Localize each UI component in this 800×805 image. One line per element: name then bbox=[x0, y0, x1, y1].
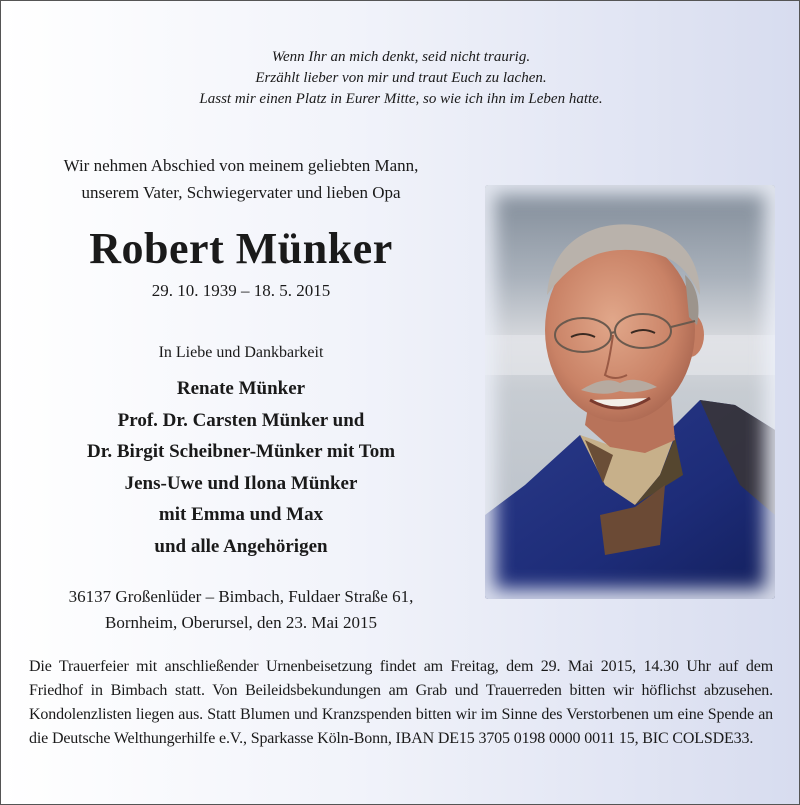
intro-line: Wir nehmen Abschied von meinem geliebten Mann, bbox=[63, 156, 419, 175]
portrait-illustration bbox=[485, 185, 775, 599]
address-line: 36137 Großenlüder – Bimbach, Fuldaer Straße 61, bbox=[68, 587, 414, 606]
family-line: Dr. Birgit Scheibner-Münker mit Tom bbox=[86, 441, 396, 462]
ceremony-notice: Die Trauerfeier mit anschließender Urnenbeisetzung findet am Freitag, dem 29. Mai 2015, 14.30 Uhr auf dem Friedhof in Bimbach statt. Von Beileidsbekundungen am Grab und Trauerreden bitten wir höflichst abzusehen. Kondolenzlisten liegen aus. Statt Blumen und Kranzspenden bitten wir im Sinne des Verstorbenen um eine Spende an die Deutsche Welthungerhilfe e.V., Sparkasse Köln-Bonn, IBAN DE15 3705 0198 0000 0011 15, BIC COLSDE33. bbox=[29, 658, 773, 747]
family-line: Jens-Uwe und Ilona Münker bbox=[124, 472, 358, 494]
poem-line: Wenn Ihr an mich denkt, seid nicht traurig. bbox=[271, 49, 531, 65]
life-dates: 29. 10. 1939 – 18. 5. 2015 bbox=[151, 281, 331, 300]
intro-line: unserem Vater, Schwiegervater und lieben Opa bbox=[81, 183, 401, 202]
poem-line: Lasst mir einen Platz in Eurer Mitte, so wie ich ihn im Leben hatte. bbox=[199, 91, 603, 107]
family-line: mit Emma und Max bbox=[158, 504, 324, 525]
deceased-name: Robert Münker bbox=[89, 224, 393, 273]
family-line: Renate Münker bbox=[176, 378, 306, 399]
poem-line: Erzählt lieber von mir und traut Euch zu lachen. bbox=[255, 70, 547, 86]
address-line: Bornheim, Oberursel, den 23. Mai 2015 bbox=[105, 613, 377, 632]
family-list bbox=[21, 373, 461, 562]
portrait-photo bbox=[485, 185, 775, 599]
intro-text bbox=[21, 152, 461, 206]
address-block bbox=[21, 584, 461, 636]
family-line: und alle Angehörigen bbox=[154, 535, 328, 557]
family-line: Prof. Dr. Carsten Münker und bbox=[117, 409, 365, 431]
poem bbox=[1, 47, 800, 110]
thanks-line: In Liebe und Dankbarkeit bbox=[158, 344, 324, 361]
